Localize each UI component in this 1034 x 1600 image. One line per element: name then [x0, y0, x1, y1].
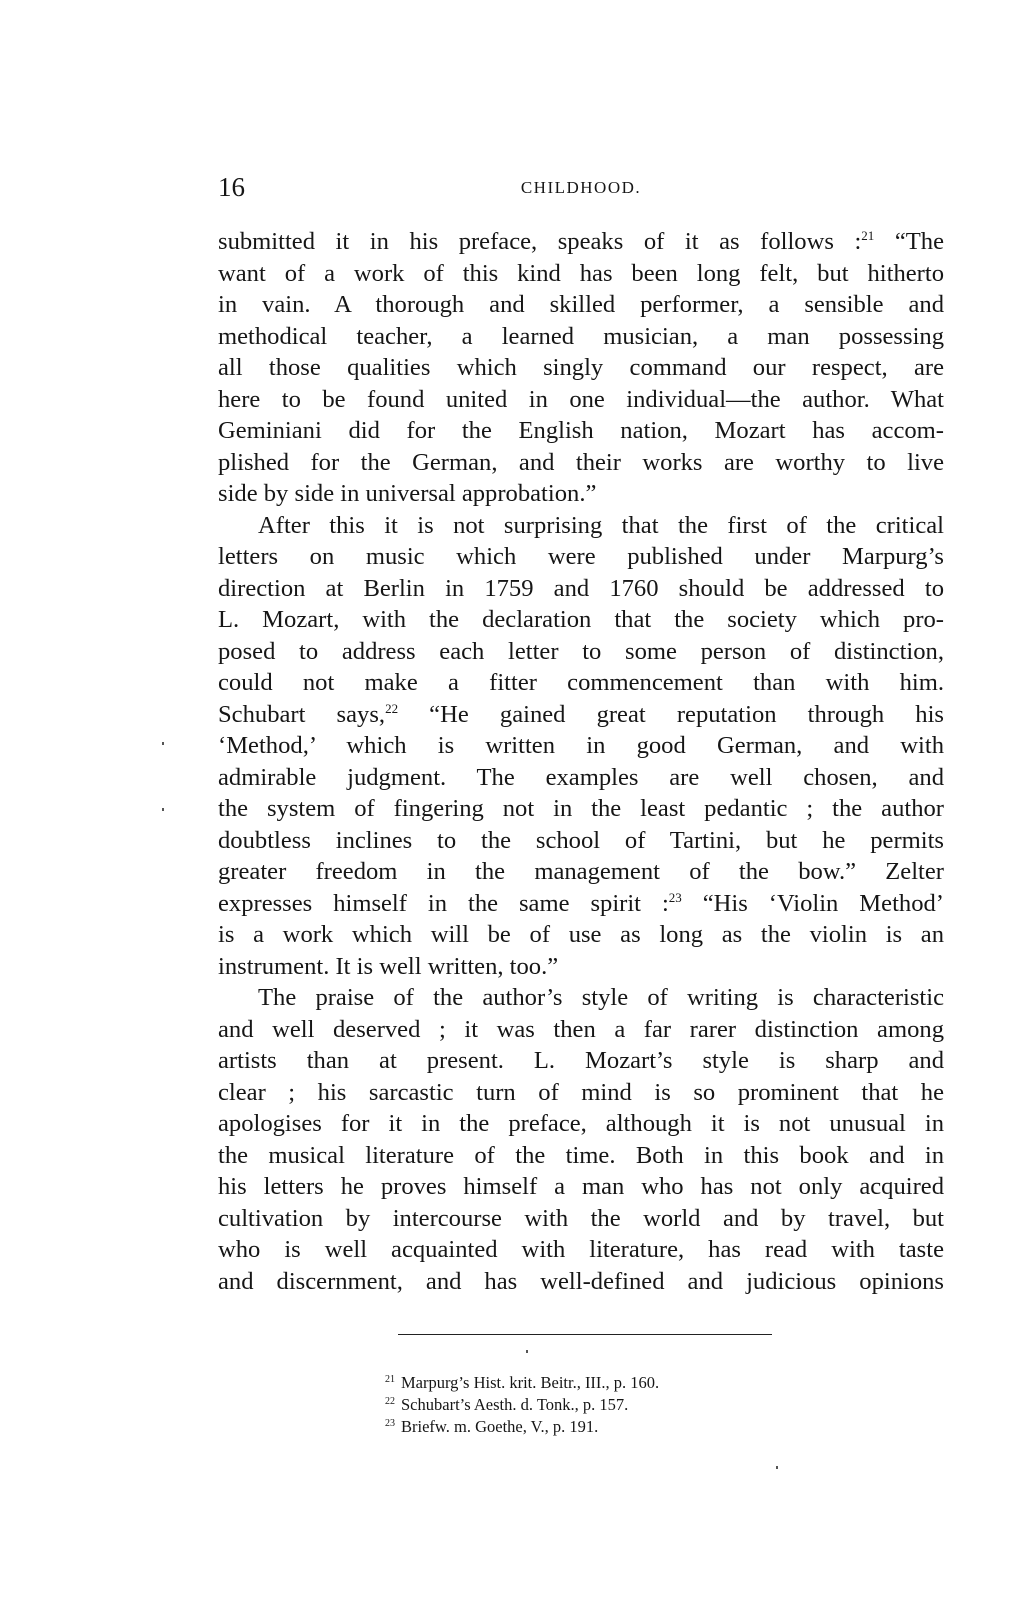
text-line: doubtless inclines to the school of Tartini, but he permits	[218, 826, 944, 854]
text-line: and well deserved ; it was then a far rarer distinction among	[218, 1015, 944, 1043]
footnote-ref-23: 23	[668, 889, 682, 905]
footnotes	[385, 1372, 805, 1438]
text-line: all those qualities which singly command our respect, are	[218, 354, 944, 381]
text-line: artists than at present. L. Mozart’s style is sharp and	[218, 1047, 944, 1074]
footnote-rule	[398, 1334, 772, 1335]
page-number: 16	[218, 172, 245, 202]
text-line: side by side in universal approbation.”	[218, 480, 597, 507]
text-line: clear ; his sarcastic turn of mind is so prominent that he	[218, 1078, 944, 1106]
body-text	[218, 226, 944, 1297]
text-line: submitted it in his preface, speaks of it as follows :$^{21}$ “The	[218, 228, 944, 255]
footnote: $^{22}$ Schubart’s Aesth. d. Tonk., p. 157.	[385, 1395, 629, 1414]
text-line: the system of fingering not in the least pedantic ; the author	[218, 795, 944, 822]
footnote-mark: 22	[385, 1396, 395, 1407]
text-line: here to be found united in one individual—the author. What	[218, 385, 944, 413]
text-line: Geminiani did for the English nation, Mozart has accom-	[218, 417, 944, 444]
text-line: apologises for it in the preface, although it is not unusual in	[218, 1110, 944, 1137]
text-line: in vain. A thorough and skilled performer, a sensible and	[218, 291, 944, 318]
running-head	[218, 172, 944, 202]
text-line: ‘Method,’ which is written in good German, and with	[218, 732, 944, 759]
footnote-mark: 23	[385, 1418, 395, 1429]
text-line: is a work which will be of use as long as the violin is an	[218, 921, 944, 948]
text-line: greater freedom in the management of the bow.” Zelter	[218, 858, 944, 885]
text-line: plished for the German, and their works are worthy to live	[218, 448, 944, 476]
print-speck	[162, 808, 164, 811]
footnote: $^{23}$ Briefw. m. Goethe, V., p. 191.	[385, 1417, 599, 1436]
text-line: After this it is not surprising that the first of the critical	[258, 511, 944, 539]
print-speck	[162, 742, 164, 745]
text-line: who is well acquainted with literature, has read with taste	[218, 1236, 944, 1263]
text-line: cultivation by intercourse with the world and by travel, but	[218, 1204, 944, 1232]
text-line: Schubart says,$^{22}$ “He gained great reputation through his	[218, 700, 945, 728]
text-line: L. Mozart, with the declaration that the society which pro-	[218, 606, 944, 633]
text-line: posed to address each letter to some person of distinction,	[218, 637, 944, 665]
text-line: his letters he proves himself a man who has not only acquired	[218, 1173, 944, 1200]
text-line: methodical teacher, a learned musician, a man possessing	[218, 322, 944, 350]
footnote-ref-21: 21	[861, 228, 875, 243]
text-line: admirable judgment. The examples are well chosen, and	[218, 763, 944, 791]
text-line: could not make a fitter commencement than with him.	[218, 669, 944, 696]
text-line: expresses himself in the same spirit :$^{23}$ “His ‘Violin Method’	[218, 889, 944, 917]
text-line: instrument. It is well written, too.”	[218, 952, 559, 980]
text-line: want of a work of this kind has been long felt, but hitherto	[218, 259, 944, 287]
text-line: and discernment, and has well-defined and judicious opinions	[218, 1267, 944, 1295]
print-speck	[776, 1466, 778, 1469]
text-line: The praise of the author’s style of writing is characteristic	[258, 984, 944, 1011]
text-line: direction at Berlin in 1759 and 1760 should be addressed to	[218, 574, 944, 602]
footnote: $^{21}$ Marpurg’s Hist. krit. Beitr., III., p. 160.	[385, 1373, 660, 1392]
footnote-mark: 21	[385, 1374, 395, 1385]
running-title: CHILDHOOD.	[520, 178, 642, 197]
print-speck	[526, 1350, 528, 1353]
text-line: the musical literature of the time. Both in this book and in	[218, 1141, 944, 1169]
footnote-ref-22: 22	[385, 700, 399, 716]
text-line: letters on music which were published under Marpurg’s	[218, 543, 944, 570]
